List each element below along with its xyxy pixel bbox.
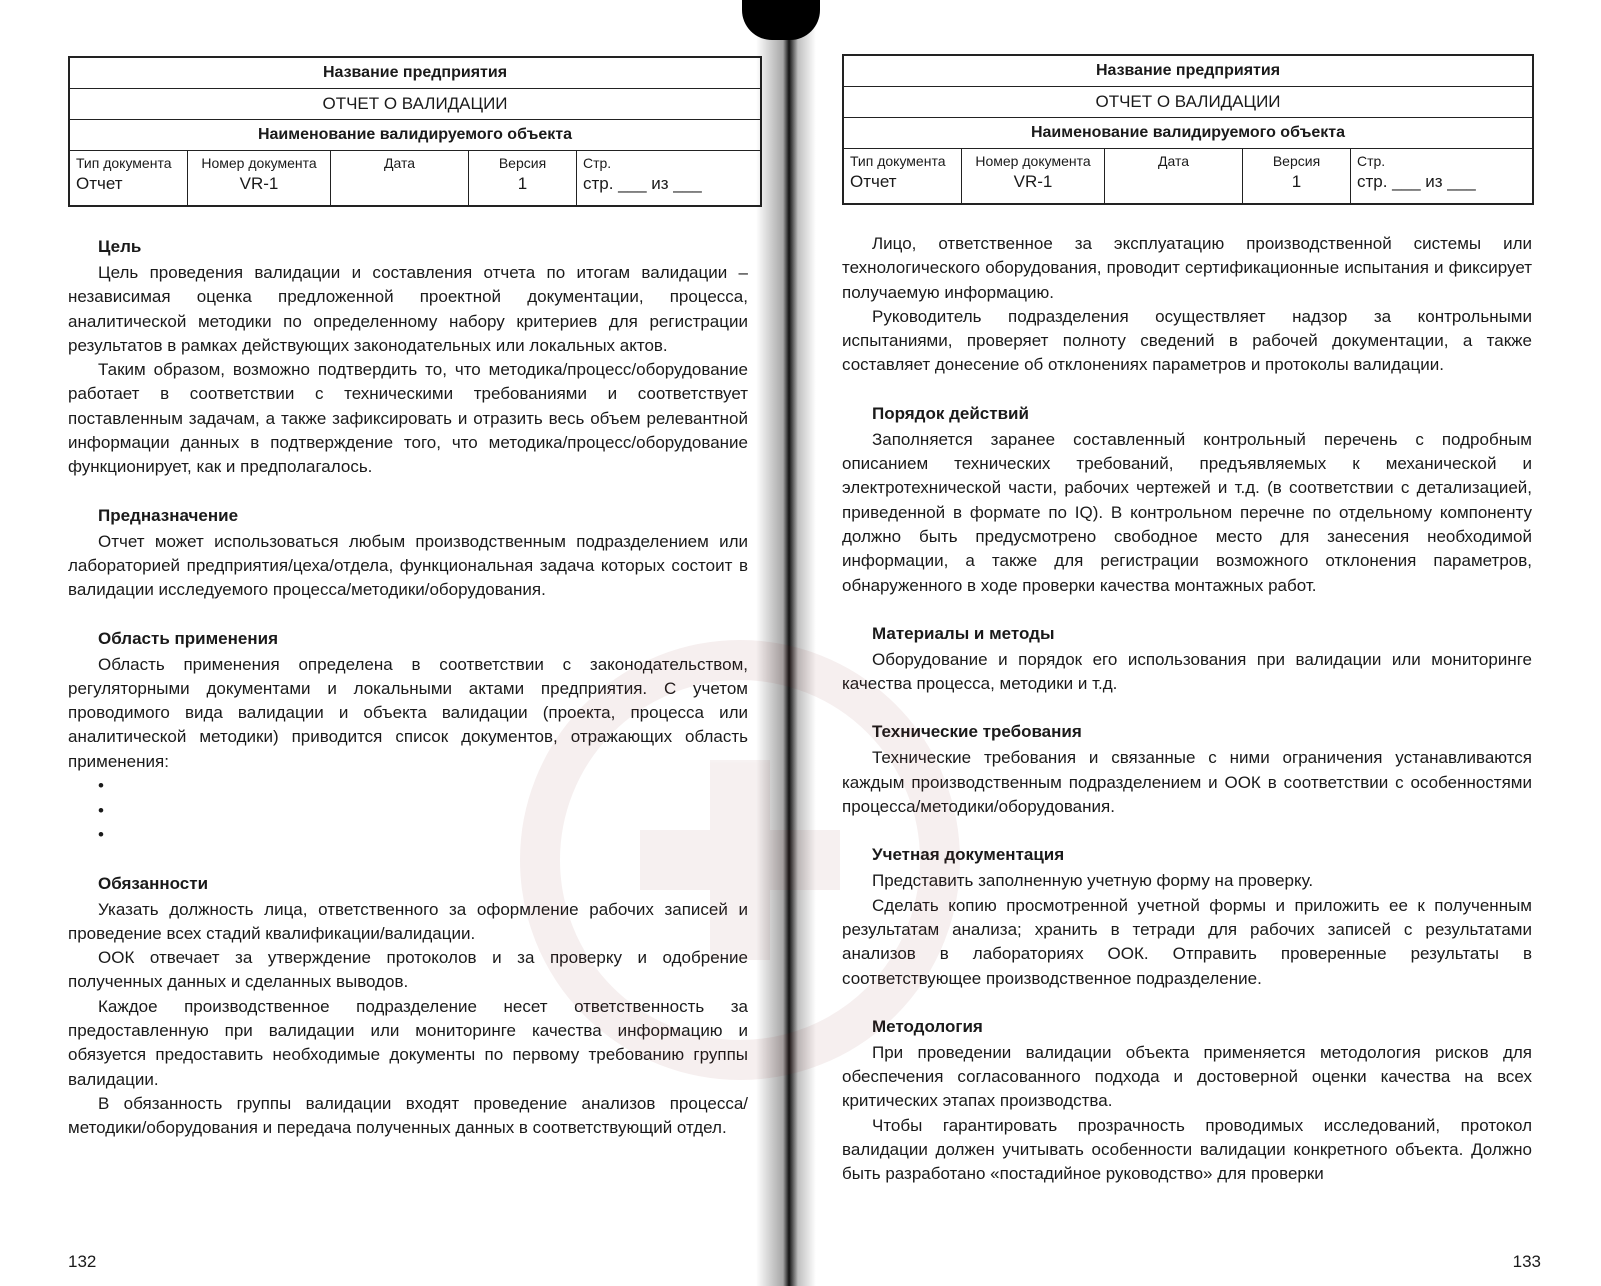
doc-type-value: Отчет [850,172,897,191]
doc-type-value: Отчет [76,174,123,193]
document-meta-row [70,151,760,205]
doc-number-cell [962,149,1105,203]
version-value: 1 [517,174,528,193]
date-caption: Дата [1157,153,1189,169]
report-title: ОТЧЕТ О ВАЛИДАЦИИ [70,89,760,120]
section-procedure [842,402,1532,598]
version-cell [469,151,577,205]
document-meta-row [844,149,1532,203]
paragraph: ООК отвечает за утверждение протоколов и за проверку и одобрение полученных данных и сделанных выводов. [68,948,748,992]
date-cell [1105,149,1243,203]
page-value: стр. ___ из ___ [583,174,702,193]
version-value: 1 [1291,172,1302,191]
paragraph: Сделать копию просмотренной учетной формы и приложить ее к полученным результатам анализа; хранить в тетради для рабочих записей с результатами анализов в лабораториях ООК. Отправить проверенные результаты в соответствующее производственное подразделение. [842,895,1532,988]
paragraph: Указать должность лица, ответственного за оформление рабочих записей и проведение всех стадий квалификации/валидации. [68,899,748,943]
page-value: стр. ___ из ___ [1357,172,1476,191]
list-item [98,823,748,848]
doc-number-caption: Номер документа [975,153,1091,169]
section-technical-requirements [842,720,1532,819]
document-header-table [842,54,1534,205]
section-purpose [68,504,748,603]
validated-object-name: Наименование валидируемого объекта [844,118,1532,149]
paragraph: Отчет может использоваться любым производственным подразделением или лабораторией предприятия/цеха/отдела, функциональная задача которых состоит в валидации исследуемого процесса/методики/оборудования. [68,531,748,600]
date-caption: Дата [383,155,415,171]
section-heading: Материалы и методы [872,623,1055,643]
paragraph: Оборудование и порядок его использования при валидации или мониторинге качества процесса, методики и т.д. [842,649,1532,694]
section-heading: Методология [872,1016,983,1036]
section-records [842,843,1532,990]
section-intro [842,232,1532,378]
right-page-body [842,232,1532,1211]
date-cell [331,151,469,205]
doc-type-caption: Тип документа [76,155,172,171]
doc-number-caption: Номер документа [201,155,317,171]
page-number-right: 133 [1512,1252,1541,1271]
page-cell [1351,149,1533,203]
paragraph: Каждое производственное подразделение несет ответственность за предоставленную при валидации или мониторинге качества информацию и обязуется предоставить необходимые документы по первому требованию группы валидации. [68,996,748,1089]
doc-number-cell [188,151,331,205]
section-materials-methods [842,622,1532,697]
section-heading: Порядок действий [872,403,1029,423]
page-caption: Стр. [1357,153,1386,169]
section-heading: Цель [98,237,142,256]
section-heading: Обязанности [98,873,209,893]
section-heading: Область применения [98,628,279,648]
section-scope [68,627,748,848]
page-caption: Стр. [583,155,612,171]
doc-number-value: VR-1 [1013,172,1053,191]
company-name: Название предприятия [844,56,1532,87]
paragraph: При проведении валидации объекта применяется методология рисков для обеспечения согласованного подхода и достоверной оценки качества на всех критических этапах производства. [842,1042,1532,1111]
section-goal [68,235,748,480]
doc-type-cell [844,149,962,203]
paragraph: Заполняется заранее составленный контрольный перечень с подробным описанием технических требований, предъявляемых к механической и электротехнической части, рабочих чертежей и т.д. (в соответствии с детализацией, приведенной в формате по IQ). В контрольном перечне по отдельному компоненту должно быть предусмотрено свободное место для занесения необходимой информации, а также для регистрации возможного отклонения параметров, обнаруженного в ходе проверки качества монтажных работ. [842,429,1532,595]
doc-number-value: VR-1 [239,174,279,193]
section-heading: Учетная документация [872,845,1065,865]
paragraph: Таким образом, возможно подтвердить то, что методика/процесс/оборудование работает в соответствии с техническими требованиями и соответствует поставленным задачам, а также зафиксировать и отразить весь объем релевантной информации данных в подтверждение того, что методика/процесс/оборудование функционирует, как и предполагалось. [68,360,748,477]
version-caption: Версия [1272,153,1321,169]
company-name: Название предприятия [70,58,760,89]
doc-type-caption: Тип документа [850,153,946,169]
list-item [98,799,748,824]
list-item [98,774,748,799]
doc-type-cell [70,151,188,205]
validated-object-name: Наименование валидируемого объекта [70,120,760,151]
left-page [0,0,790,1286]
left-page-body [68,235,748,1165]
paragraph: Цель проведения валидации и составления отчета по итогам валидации – независимая оценка предложенной проектной документации, процесса, аналитической методики по определенному набору критериев для регистрации результатов в рамках действующих законодательных или локальных актов. [68,263,748,355]
paragraph: Представить заполненную учетную форму на проверку. [872,871,1314,891]
section-responsibilities [68,872,748,1141]
page-cell [577,151,761,205]
paragraph: Руководитель подразделения осуществляет надзор за контрольными испытаниями, проверяет полноту сведений в рабочей документации, а также составляет донесение об отклонениях параметров и протоколы валидации. [842,306,1532,375]
paragraph: Область применения определена в соответствии с законодательством, регуляторными документами и локальными актами предприятия. С учетом проводимого вида валидации и объекта валидации (проекта, процесса или аналитической методики) приводится список документов, отражающих область применения: [68,654,748,771]
section-heading: Предназначение [98,505,239,525]
paragraph: Технические требования и связанные с ними ограничения устанавливаются каждым производственным подразделением и ООК в соответствии с особенностями процесса/методики/оборудования. [842,748,1532,817]
scope-bullet-list [68,774,748,848]
right-page [790,0,1601,1286]
book-gutter-shadow [756,0,816,1286]
document-header-table [68,56,762,207]
paragraph: Лицо, ответственное за эксплуатацию производственной системы или технологического оборудования, проводит сертификационные испытания и фиксирует получаемую информацию. [842,234,1532,302]
version-cell [1243,149,1351,203]
report-title: ОТЧЕТ О ВАЛИДАЦИИ [844,87,1532,118]
section-heading: Технические требования [872,722,1082,742]
paragraph: Чтобы гарантировать прозрачность проводимых исследований, протокол валидации должен учитывать особенности валидации конкретного объекта. Должно быть разработано «постадийное руководство» для проверки [842,1115,1532,1184]
section-methodology [842,1015,1532,1187]
paragraph: В обязанность группы валидации входят проведение анализов процесса/методики/оборудования и передача полученных данных в соответствующий отдел. [68,1093,748,1138]
page-number-left: 132 [68,1252,97,1271]
version-caption: Версия [498,155,547,171]
